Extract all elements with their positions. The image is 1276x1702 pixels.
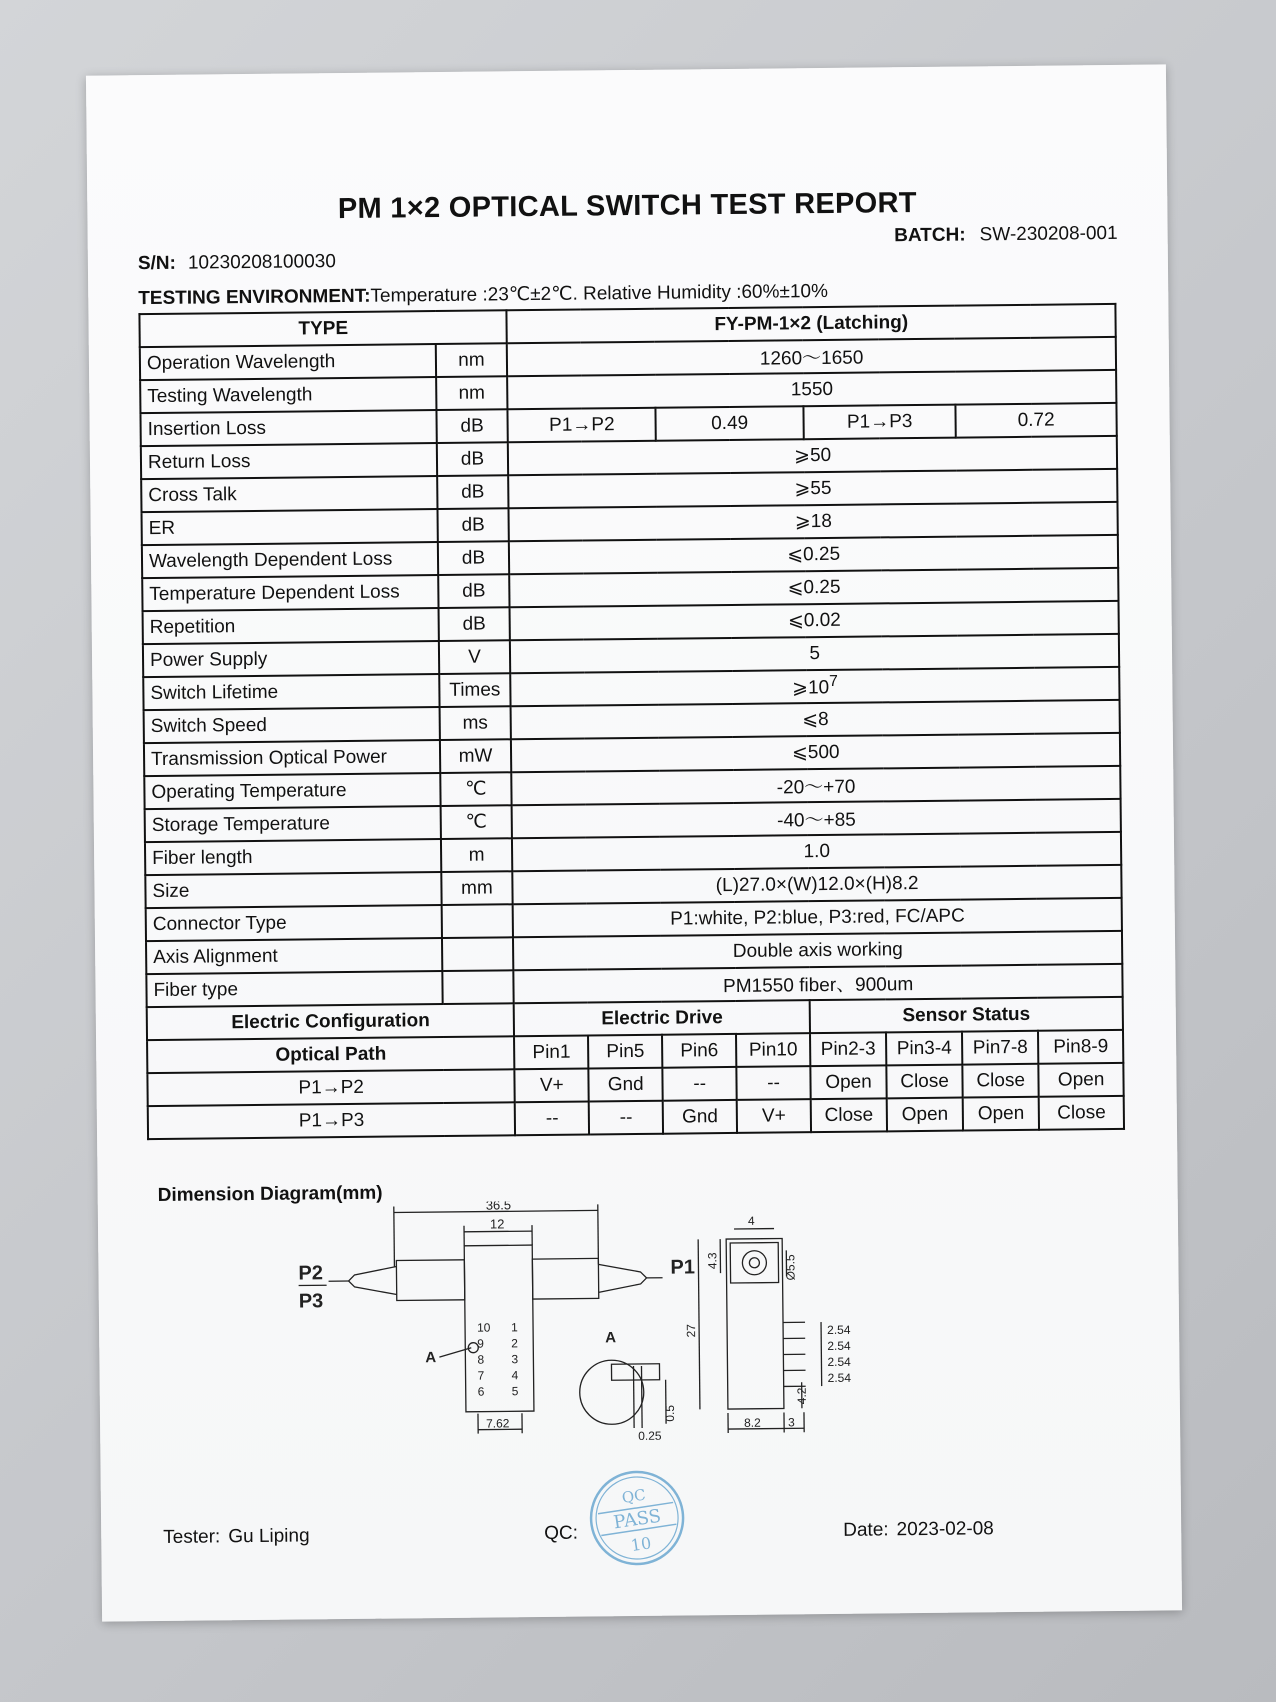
pin-number-left: 7 bbox=[477, 1368, 485, 1383]
dim-55-label: Ø5.5 bbox=[783, 1254, 798, 1281]
param-name: Insertion Loss bbox=[140, 410, 436, 446]
param-name: Axis Alignment bbox=[146, 938, 442, 974]
page-title: PM 1×2 OPTICAL SWITCH TEST REPORT bbox=[337, 187, 917, 226]
param-name: Temperature Dependent Loss bbox=[142, 575, 438, 611]
param-name: Size bbox=[145, 872, 441, 908]
port-p3-label: P3 bbox=[298, 1290, 324, 1313]
side-pins-group bbox=[783, 1322, 851, 1387]
dim-025-label: 0.25 bbox=[638, 1428, 662, 1443]
type-value: FY-PM-1×2 (Latching) bbox=[507, 304, 1116, 343]
batch-label: BATCH: bbox=[894, 224, 966, 247]
param-value: 5 bbox=[510, 634, 1119, 673]
param-value: ⩾18 bbox=[509, 502, 1118, 541]
pin-number-right: 3 bbox=[511, 1352, 519, 1367]
pin-state: Close bbox=[962, 1064, 1038, 1098]
param-name: Switch Lifetime bbox=[143, 674, 439, 710]
param-value: ⩾55 bbox=[508, 469, 1117, 508]
qc-label: QC: bbox=[544, 1522, 579, 1544]
pin-number-right: 4 bbox=[511, 1368, 519, 1383]
date-field bbox=[843, 1518, 994, 1542]
param-unit bbox=[441, 904, 513, 938]
dim-05-label: 0.5 bbox=[662, 1404, 678, 1422]
pin-state: V+ bbox=[737, 1099, 811, 1133]
top-view-drawing bbox=[298, 1197, 697, 1435]
param-unit: Times bbox=[439, 673, 511, 707]
batch-value: SW-230208-001 bbox=[979, 222, 1118, 246]
pin-state: V+ bbox=[515, 1068, 589, 1102]
electric-config-label: Electric Configuration bbox=[147, 1003, 515, 1040]
stamp-pass-text: PASS bbox=[612, 1505, 663, 1534]
pin-header: Pin10 bbox=[736, 1033, 810, 1067]
pin-header: Pin5 bbox=[588, 1035, 662, 1069]
param-value: ⩽0.25 bbox=[510, 568, 1119, 607]
param-unit: dB bbox=[436, 442, 508, 476]
detail-a-title: A bbox=[605, 1329, 617, 1347]
param-name: Operating Temperature bbox=[144, 773, 440, 809]
optical-path-label: Optical Path bbox=[147, 1036, 515, 1073]
param-name: Switch Speed bbox=[144, 707, 440, 743]
pins-right-group bbox=[511, 1320, 519, 1398]
sn-label: S/N: bbox=[137, 252, 177, 275]
pin-number-left: 10 bbox=[476, 1320, 491, 1335]
param-name: Testing Wavelength bbox=[140, 377, 436, 413]
param-unit: mm bbox=[441, 871, 513, 905]
pin-state: Close bbox=[1039, 1096, 1124, 1130]
electric-drive-label: Electric Drive bbox=[514, 1000, 810, 1036]
dim-42-label: 4.2 bbox=[794, 1387, 809, 1405]
param-name: Fiber length bbox=[145, 839, 441, 875]
param-value: -40～+85 bbox=[512, 799, 1121, 838]
param-value-exponent: 7 bbox=[829, 673, 839, 691]
pin-state: Close bbox=[811, 1098, 887, 1132]
type-label: TYPE bbox=[139, 310, 507, 347]
param-unit: nm bbox=[436, 376, 508, 410]
pin-header: Pin1 bbox=[514, 1035, 588, 1069]
pin-state: Gnd bbox=[663, 1100, 737, 1134]
param-unit: dB bbox=[437, 508, 509, 542]
pitch-label: 2.54 bbox=[827, 1354, 851, 1370]
param-name: Operation Wavelength bbox=[140, 344, 436, 380]
param-unit: ms bbox=[439, 706, 511, 740]
pin-number-right: 2 bbox=[511, 1336, 518, 1351]
pin-state: Open bbox=[1039, 1063, 1124, 1097]
dim-total-label: 36.5 bbox=[485, 1197, 512, 1213]
stamp-qc-text: QC bbox=[620, 1485, 647, 1507]
stamp-number-text: 10 bbox=[629, 1533, 653, 1556]
pitch-dimension-line bbox=[821, 1322, 822, 1386]
pitch-label: 2.54 bbox=[827, 1322, 851, 1338]
tester-field bbox=[163, 1525, 310, 1549]
pin-header: Pin8-9 bbox=[1038, 1030, 1123, 1064]
param-name: Storage Temperature bbox=[145, 806, 441, 842]
param-unit: V bbox=[438, 640, 510, 674]
param-value: PM1550 fiber、900um bbox=[514, 964, 1123, 1003]
env-label: TESTING ENVIRONMENT: bbox=[138, 285, 371, 310]
tester-label: Tester: bbox=[163, 1526, 221, 1548]
param-value: (L)27.0×(W)12.0×(H)8.2 bbox=[513, 865, 1122, 904]
param-unit: dB bbox=[438, 607, 510, 641]
param-value: 1260～1650 bbox=[507, 337, 1116, 376]
dim-4-label: 4 bbox=[747, 1213, 755, 1228]
report-sheet bbox=[86, 64, 1182, 1621]
sensor-status-label: Sensor Status bbox=[810, 997, 1123, 1033]
detail-a-drawing bbox=[579, 1329, 677, 1444]
spec-table bbox=[138, 303, 1125, 1140]
pin-state: Open bbox=[810, 1065, 886, 1099]
param-unit: nm bbox=[435, 343, 507, 377]
pin-header: Pin6 bbox=[662, 1034, 736, 1068]
param-value: ⩽0.02 bbox=[510, 601, 1119, 640]
dimension-diagram-title: Dimension Diagram(mm) bbox=[157, 1182, 383, 1207]
pin-state: -- bbox=[663, 1067, 737, 1101]
dimension-diagram bbox=[258, 1197, 900, 1444]
param-name: Repetition bbox=[143, 608, 439, 644]
il-p13-value: 0.72 bbox=[956, 403, 1117, 438]
pin-state: Open bbox=[963, 1097, 1039, 1131]
serial-number bbox=[138, 251, 336, 275]
param-value: P1:white, P2:blue, P3:red, FC/APC bbox=[513, 898, 1122, 937]
pitch-label: 2.54 bbox=[827, 1370, 852, 1386]
param-value: ⩽8 bbox=[511, 700, 1120, 739]
pin-number-left: 8 bbox=[477, 1352, 485, 1367]
param-name: Wavelength Dependent Loss bbox=[142, 542, 438, 578]
param-name: Connector Type bbox=[146, 905, 442, 941]
param-unit: dB bbox=[436, 409, 508, 443]
optical-path: P1→P2 bbox=[147, 1069, 515, 1106]
pin-number-left: 9 bbox=[477, 1336, 484, 1351]
param-value: 1.0 bbox=[512, 832, 1121, 871]
pin-state: Open bbox=[887, 1098, 963, 1132]
dim-43-label: 4.3 bbox=[705, 1252, 720, 1270]
il-p12-label: P1→P2 bbox=[508, 408, 656, 443]
env-value: Temperature :23℃±2℃. Relative Humidity :60%±10% bbox=[370, 280, 829, 307]
pins-left-group bbox=[477, 1321, 491, 1399]
dim-27-label: 27 bbox=[684, 1323, 699, 1338]
param-unit: dB bbox=[437, 541, 509, 575]
pin-header: Pin3-4 bbox=[886, 1032, 962, 1066]
side-view-drawing bbox=[683, 1213, 852, 1434]
tester-value: Gu Liping bbox=[228, 1525, 310, 1548]
il-p12-value: 0.49 bbox=[656, 406, 804, 441]
pin-state: Gnd bbox=[589, 1068, 663, 1102]
il-p13-label: P1→P3 bbox=[803, 405, 955, 440]
port-p2-label: P2 bbox=[298, 1262, 324, 1285]
param-unit: ℃ bbox=[440, 805, 512, 839]
pin-number-right: 5 bbox=[511, 1384, 519, 1399]
dim-82-label: 8.2 bbox=[744, 1415, 761, 1430]
testing-environment bbox=[138, 280, 828, 310]
qc-pass-stamp bbox=[587, 1467, 688, 1568]
param-value: ⩽0.25 bbox=[509, 535, 1118, 574]
pin-header: Pin2-3 bbox=[810, 1032, 886, 1066]
param-name: Fiber type bbox=[146, 971, 442, 1007]
pin-header: Pin7-8 bbox=[962, 1031, 1038, 1065]
param-value: Double axis working bbox=[513, 931, 1122, 970]
pin-state: -- bbox=[589, 1101, 663, 1135]
detail-a-label: A bbox=[425, 1349, 437, 1367]
param-unit bbox=[442, 937, 514, 971]
pin-state: -- bbox=[515, 1101, 589, 1135]
param-name: Return Loss bbox=[141, 443, 437, 479]
param-unit: mW bbox=[440, 739, 512, 773]
param-name: Power Supply bbox=[143, 641, 439, 677]
pitch-label: 2.54 bbox=[827, 1338, 851, 1354]
param-name: Transmission Optical Power bbox=[144, 740, 440, 776]
pin-number-left: 6 bbox=[477, 1384, 485, 1399]
param-unit: dB bbox=[438, 574, 510, 608]
param-unit bbox=[442, 970, 514, 1004]
pin-number-right: 1 bbox=[510, 1320, 518, 1335]
dim-body-label: 12 bbox=[489, 1216, 505, 1232]
optical-path: P1→P3 bbox=[148, 1102, 516, 1139]
qc-field bbox=[544, 1523, 586, 1545]
param-unit: dB bbox=[437, 475, 509, 509]
param-unit: m bbox=[441, 838, 513, 872]
param-unit: ℃ bbox=[440, 772, 512, 806]
param-value: 1550 bbox=[507, 370, 1116, 409]
param-value: ⩾50 bbox=[508, 436, 1117, 475]
param-value-base: ⩾10 bbox=[792, 677, 830, 699]
date-value: 2023-02-08 bbox=[896, 1518, 994, 1541]
param-value: -20～+70 bbox=[512, 766, 1121, 805]
dim-3-label: 3 bbox=[788, 1415, 795, 1430]
pin-state: Close bbox=[886, 1065, 962, 1099]
param-name: Cross Talk bbox=[141, 476, 437, 512]
sn-value: 10230208100030 bbox=[187, 251, 336, 274]
param-name: ER bbox=[142, 509, 438, 545]
pin-state: -- bbox=[736, 1066, 810, 1100]
batch-number bbox=[894, 223, 1118, 247]
date-label: Date: bbox=[843, 1519, 889, 1541]
param-value: ⩽500 bbox=[511, 733, 1120, 772]
dim-762-label: 7.62 bbox=[485, 1416, 510, 1431]
port-p1-label: P1 bbox=[670, 1256, 696, 1279]
